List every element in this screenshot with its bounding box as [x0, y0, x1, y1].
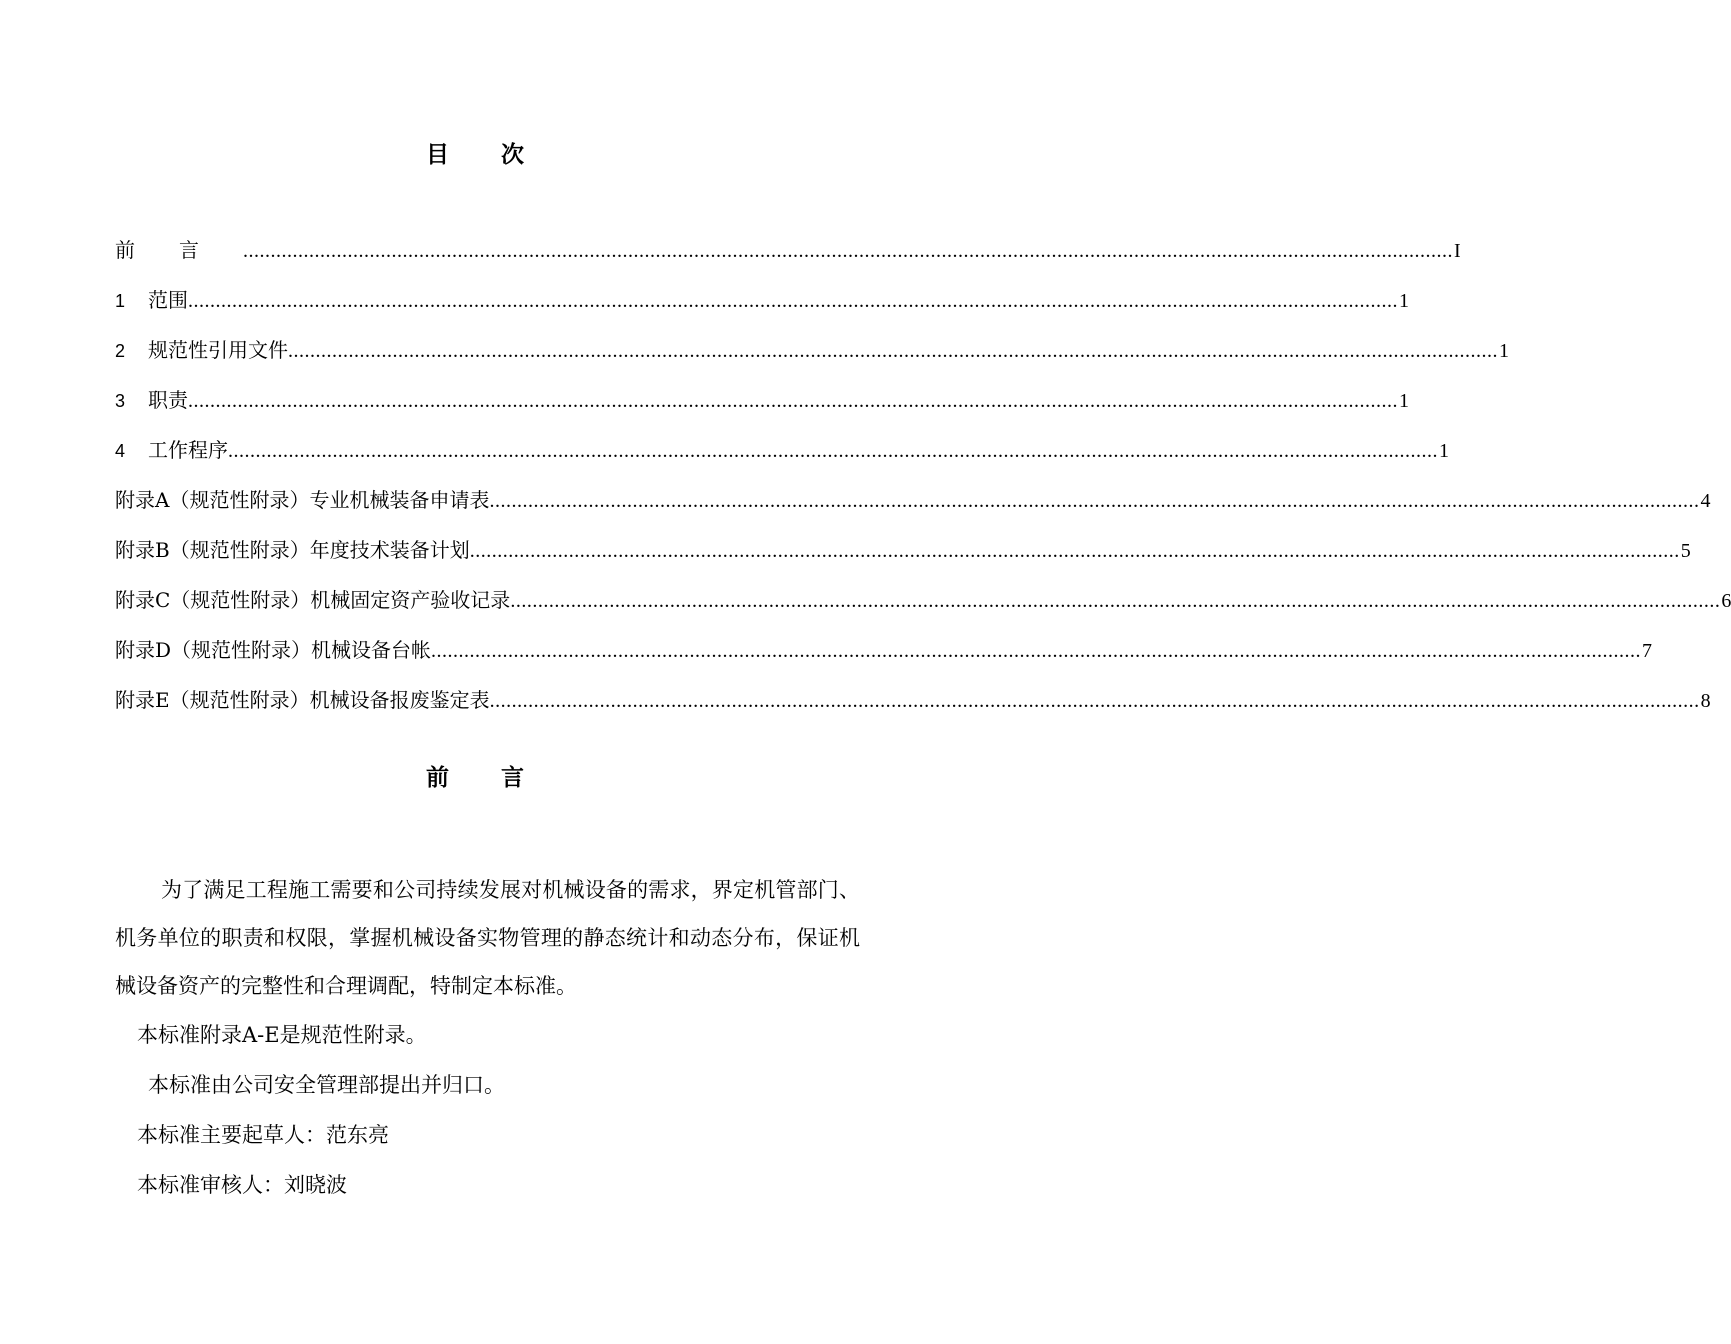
- toc-entry[interactable]: [115, 232, 1461, 282]
- toc-entry[interactable]: [115, 482, 1711, 532]
- toc-leader-dots: ............................................................................................................................................................................................................................: [288, 340, 1498, 362]
- toc-entry-page: 1: [1399, 290, 1409, 312]
- toc-entry-page: 1: [1499, 340, 1509, 362]
- toc-entry-number: 3: [115, 391, 126, 411]
- toc-leader-dots: ............................................................................................................................................................................................................................: [489, 690, 1700, 712]
- preface-line-appendix-note: 本标准附录A-E是规范性附录。: [137, 1023, 427, 1047]
- preface-line-drafter: 本标准主要起草人：范东亮: [137, 1123, 389, 1147]
- toc-entry[interactable]: [115, 432, 1449, 482]
- toc-entry-label: 附录C（规范性附录）机械固定资产验收记录: [115, 588, 511, 612]
- toc-entry-page: 6: [1721, 590, 1731, 612]
- toc-entry[interactable]: [115, 332, 1509, 382]
- toc-leader-dots: ............................................................................................................................................................................................................................: [431, 640, 1642, 662]
- toc-entry[interactable]: [115, 282, 1409, 332]
- table-of-contents: [115, 232, 1731, 732]
- toc-entry-label: 附录D（规范性附录）机械设备台帐: [115, 638, 432, 662]
- toc-leader-dots: ............................................................................................................................................................................................................................: [228, 440, 1438, 462]
- toc-entry[interactable]: [115, 532, 1691, 582]
- preface-section: [115, 866, 860, 1210]
- toc-entry[interactable]: [115, 682, 1711, 732]
- toc-leader-dots: ............................................................................................................................................................................................................................: [510, 590, 1721, 612]
- toc-entry-number: 4: [115, 441, 126, 461]
- toc-entry-label: 规范性引用文件: [148, 338, 288, 362]
- toc-leader-dots: ............................................................................................................................................................................................................................: [489, 490, 1700, 512]
- toc-entry-label: 附录E（规范性附录）机械设备报废鉴定表: [115, 688, 490, 712]
- toc-leader-dots: ............................................................................................................................................................................................................................: [188, 290, 1398, 312]
- toc-entry-label: 工作程序: [148, 438, 228, 462]
- preface-line-reviewer: 本标准审核人：刘晓波: [137, 1173, 347, 1197]
- toc-entry-page: 7: [1642, 640, 1653, 662]
- toc-entry-label: 范围: [148, 288, 188, 312]
- toc-title: 目次: [426, 142, 576, 168]
- preface-title: 前言: [426, 765, 576, 791]
- preface-line-proposer: 本标准由公司安全管理部提出并归口。: [148, 1073, 505, 1097]
- toc-entry[interactable]: [115, 632, 1653, 682]
- toc-entry-page: 1: [1439, 440, 1449, 462]
- toc-leader-dots: ............................................................................................................................................................................................................................: [188, 390, 1398, 412]
- toc-entry-page: I: [1454, 240, 1461, 262]
- toc-entry[interactable]: [115, 582, 1731, 632]
- toc-entry-label: 职责: [148, 388, 188, 412]
- toc-entry-page: 4: [1700, 490, 1711, 512]
- toc-entry-label: 前言: [115, 238, 243, 262]
- toc-leader-dots: ............................................................................................................................................................................................................................: [469, 540, 1680, 562]
- toc-entry[interactable]: [115, 382, 1409, 432]
- toc-leader-dots: ............................................................................................................................................................................................................................: [243, 240, 1453, 262]
- toc-entry-label: 附录A（规范性附录）专业机械装备申请表: [115, 488, 490, 512]
- toc-entry-page: 1: [1399, 390, 1409, 412]
- toc-entry-number: 2: [115, 341, 126, 361]
- toc-entry-label: 附录B（规范性附录）年度技术装备计划: [115, 538, 470, 562]
- toc-entry-page: 8: [1700, 690, 1711, 712]
- toc-entry-page: 5: [1680, 540, 1691, 562]
- preface-paragraph: 为了满足工程施工需要和公司持续发展对机械设备的需求，界定机管部门、机务单位的职责和权限，掌握机械设备实物管理的静态统计和动态分布，保证机械设备资产的完整性和合理调配，特制定本标准。: [115, 878, 860, 998]
- toc-entry-number: 1: [115, 291, 126, 311]
